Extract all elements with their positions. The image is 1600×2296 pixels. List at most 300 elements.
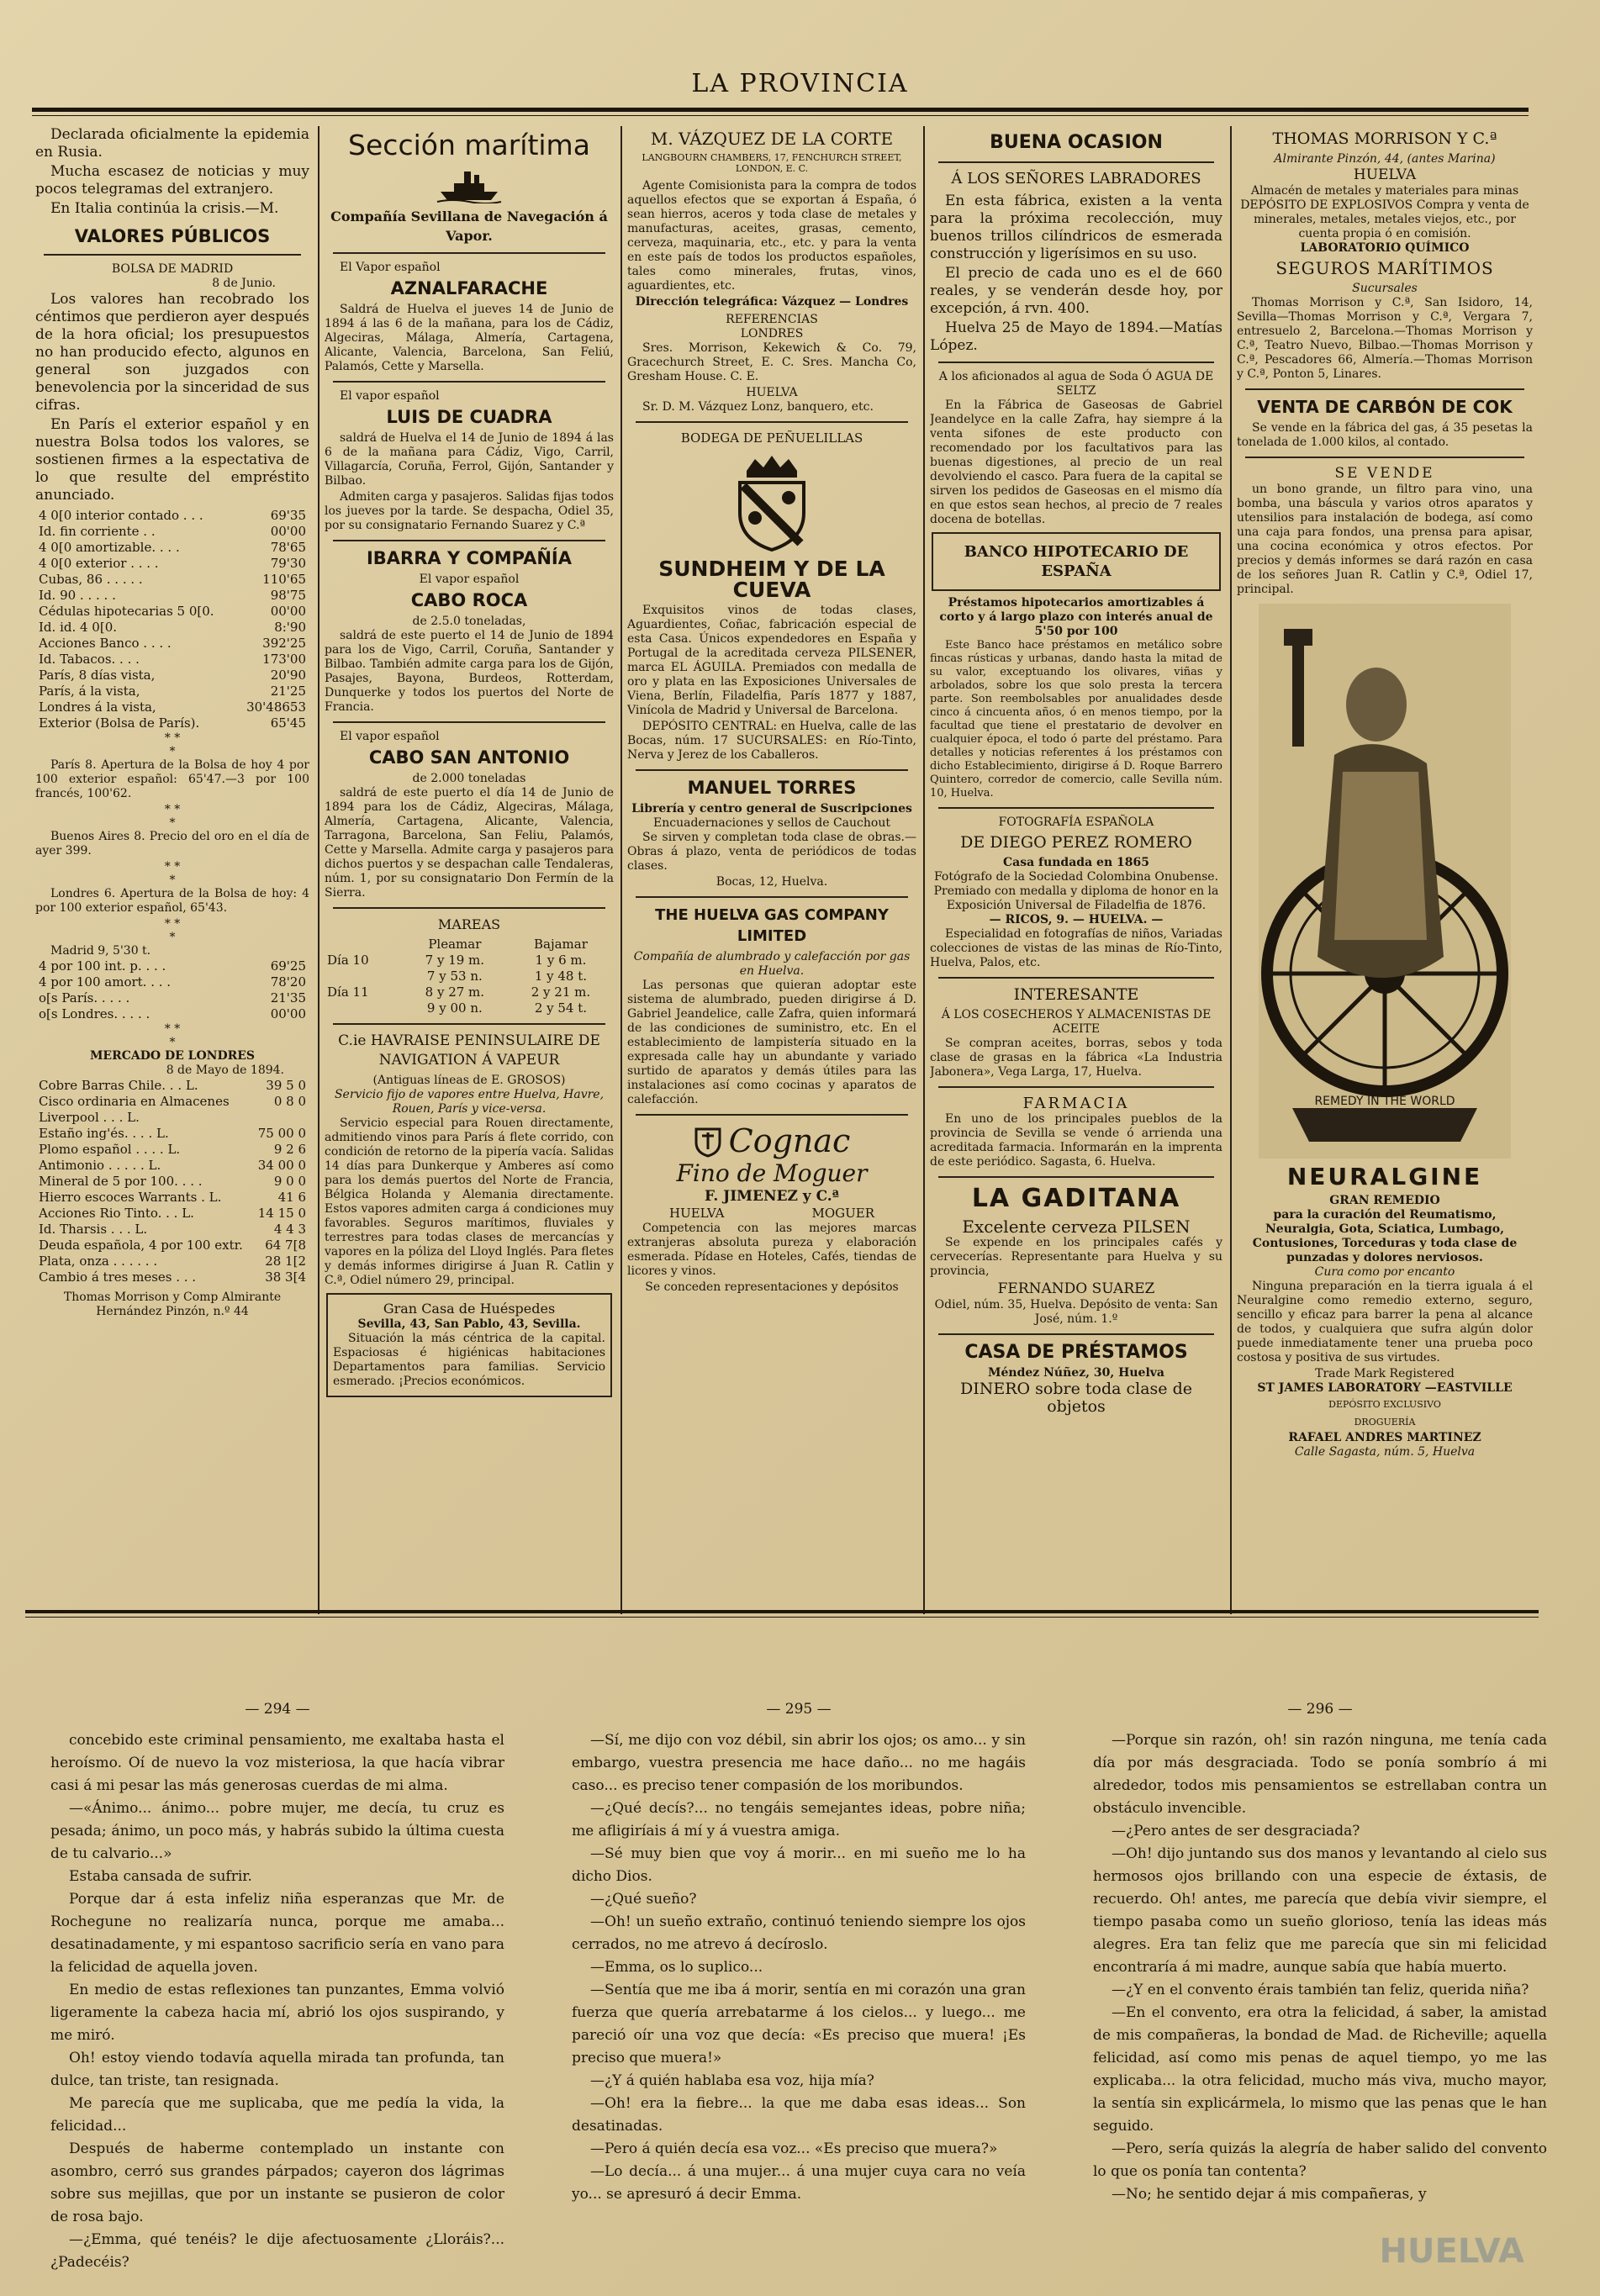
column-maritime [325, 126, 614, 1606]
quote-label: París, 8 días vista, [39, 668, 156, 683]
quote-label: Cambio á tres meses . . . [39, 1269, 197, 1285]
quote-value: 64 7[8 [265, 1238, 306, 1253]
feuilleton-paragraph: concebido este criminal pensamiento, me exaltaba hasta el heroísmo. Oí de nuevo la voz misteriosa, la que hacía vibrar casi á mi pesar las más generosas cuerdas de mi alma. [50, 1732, 504, 1794]
column-divider [1230, 126, 1232, 1614]
divider [938, 1333, 1214, 1335]
ad-title: MANUEL TORRES [687, 778, 857, 798]
ad-text: Ninguna preparación en la tierra iguala á el Neuralgine como remedio externo, seguro, sencillo y eficaz para barrer la pena al alcance de todos, y cualquiera que sufra algún dolor puede inmediatamente tener una prueba poco costosa y positiva de sus virtudes. [1237, 1280, 1533, 1364]
tide-row [325, 969, 614, 984]
ad-title: INTERESANTE [1013, 985, 1139, 1004]
divider [333, 1023, 605, 1025]
tide-time: 1 y 6 m. [535, 953, 587, 968]
ad-text: El precio de cada uno es el de 660 reales, y se venderán desde hoy, por excepción, á rvn. 400. [930, 265, 1222, 317]
divider [333, 721, 605, 723]
company-service: Servicio fijo de vapores entre Huelva, Havre, Rouen, París y vice-versa. [334, 1088, 605, 1116]
dateline: Madrid 9, 5'30 t. [50, 944, 151, 958]
ad-text: Competencia con las mejores marcas extranjeras absoluta pureza y elaboración esmerada. Pídase en Hoteles, Cafés, tiendas de licores y vinos. [627, 1222, 916, 1278]
company-name: C.ie HAVRAISE PENINSULAIRE DE NAVIGATION Á VAPEUR [338, 1032, 600, 1069]
quote-row [35, 699, 309, 715]
feuilleton-text [572, 1729, 1026, 2206]
company-name: IBARRA Y COMPAÑÍA [366, 548, 572, 568]
ad-text: Agente Comisionista para la compra de todos aquellos efectos que se exportan á España, ó sean hierros, aceros y toda clase de metales y manufacturas, aceites, grasas, cemento, cerveza, maquinaria, etc., etc. y para la venta en este país de todos los productos españoles, tales como minerales, frutas, vinos, aguardientes, etc. [627, 179, 916, 293]
quote-row [35, 990, 309, 1006]
quote-row [35, 572, 309, 588]
feuilleton-paragraph: —«Ánimo... ánimo... pobre mujer, me decía, tu cruz es pesada; ánimo, un poco más, y habrás subido la última cuesta de tu calvario...» [50, 1800, 504, 1862]
divider [636, 769, 908, 771]
feuilleton-paragraph: —¿Pero antes de ser desgraciada? [1112, 1823, 1360, 1839]
tide-time: 9 y 00 n. [426, 1000, 483, 1016]
library-watermark: HUELVA [1379, 2232, 1524, 2271]
brand-logo: Cognac [728, 1122, 851, 1159]
ad-address: Bocas, 12, Huelva. [716, 875, 828, 889]
vessel-name: CABO ROCA [410, 590, 528, 610]
feuilleton-paragraph: En medio de estas reflexiones tan punzantes, Emma volvió ligeramente la cabeza hacia mí, abrió los ojos suspirando, y me miró. [50, 1982, 504, 2044]
ad-title: FOTOGRAFÍA ESPAÑOLA [998, 815, 1154, 829]
quote-row [35, 1126, 309, 1142]
quotes-table [35, 508, 309, 731]
feuilleton-paragraph: Después de haberme contemplado un instante con asombro, cerró sus grandes párpados; cayeron dos lágrimas sobre sus mejillas, que por un instante se pusieron de color de rosa bajo. [50, 2140, 504, 2225]
quote-row [35, 715, 309, 731]
quote-label: Id. fin corriente . . [39, 524, 156, 539]
ad-city: HUELVA [1353, 166, 1417, 183]
quote-label: Id. Tharsis . . . L. [39, 1222, 148, 1237]
feuilleton-text [50, 1729, 504, 2274]
masthead-rule [32, 108, 1529, 112]
quote-value: 38 3[4 [265, 1269, 306, 1285]
tide-day: Día 10 [327, 953, 369, 968]
quotes-table [35, 958, 309, 1022]
divider [44, 254, 301, 256]
masthead: LA PROVINCIA [691, 69, 909, 98]
feuilleton-paragraph: —Oh! un sueño extraño, continuó teniendo siempre los ojos cerrados, no me atrevo á decíroslo. [572, 1913, 1026, 1953]
ad-text: Se vende en la fábrica del gas, á 35 pesetas la tonelada de 1.000 kilos, al contado. [1237, 421, 1533, 449]
quote-row [35, 524, 309, 540]
quote-label: París, á la vista, [39, 684, 140, 699]
quote-label: Hierro escoces Warrants . L. [39, 1190, 222, 1205]
ad-title: BANCO HIPOTECARIO DE ESPAÑA [964, 543, 1189, 580]
ad-text: un bono grande, un filtro para vino, una bomba, una báscula y varios otros aparatos y utensilios para instalación de bodega, así como una caja para fondos, una prensa para apisar, una cocina económica y otros efectos. Por precios y demás informes se dará razón en casa de los señores Juan R. Catlin y C.ª, Odiel 17, principal. [1237, 483, 1533, 596]
section-rule [25, 1610, 1539, 1613]
asterism: * * * [164, 1022, 181, 1049]
quote-row [35, 668, 309, 684]
tide-row [325, 984, 614, 1000]
vessel-label: El Vapor español [340, 261, 441, 274]
divider [938, 161, 1214, 163]
quote-label: Exterior (Bolsa de París). [39, 715, 200, 731]
divider [938, 977, 1214, 979]
brand-locations [627, 1206, 916, 1222]
tide-time: 2 y 54 t. [534, 1000, 588, 1016]
quote-value: 28 1[2 [265, 1254, 306, 1269]
ad-title: BODEGA DE PEÑUELILLAS [680, 430, 863, 446]
quote-value: 39 5 0 [266, 1078, 306, 1093]
ad-text: para la curación del Reumatismo, Neuralgia, Gota, Sciatica, Lumbago, Contusiones, Torceduras y toda clase de punzadas y dolores nerviosos. [1252, 1208, 1518, 1264]
feuilleton-page [50, 1698, 504, 2287]
ad-subtitle: Excelente cerveza PILSEN [962, 1217, 1191, 1237]
divider [636, 421, 908, 423]
ad-address: LANGBOURN CHAMBERS, 17, FENCHURCH STREET, LONDON, E. C. [642, 152, 902, 174]
column-financial [35, 126, 309, 1606]
quote-label: Plata, onza . . . . . . [39, 1254, 158, 1269]
quote-label: Cédulas hipotecarias 5 0[0. [39, 604, 214, 619]
quote-label: Id. Tabacos. . . . [39, 652, 140, 667]
feuilleton-text [1093, 1729, 1547, 2206]
intro-line: Mucha escasez de noticias y muy pocos telegramas del extranjero. [35, 163, 309, 198]
quote-value: 65'45 [270, 715, 306, 731]
tide-day [325, 969, 402, 984]
ad-subtitle: LABORATORIO QUÍMICO [1300, 241, 1470, 255]
quote-label: Londres á la vista, [39, 699, 156, 715]
vessel-name: AZNALFARACHE [390, 278, 548, 298]
tides-title: MAREAS [437, 916, 501, 932]
quote-row [35, 1206, 309, 1222]
paragraph: En París el exterior español y en nuestra Bolsa todos los valores, se sostienen firmes a la espectativa de lo que resulte del empréstito anunciado. [35, 416, 309, 504]
quote-row [35, 1254, 309, 1269]
ad-text: Este Banco hace préstamos en metálico sobre fincas rústicas y urbanas, dando hasta la mitad de su valor, exceptuando los olivares, viñas y arbolados, sobre los que solo presta la tercera parte. Son reembolsables por anualidades desde cinco á cincuenta años, ó en menos tiempo, por la facultad que tiene el prestatario de devolver en cualquier época, el todo ó parte del préstamo. Para detalles y noticias referentes á los préstamos con dicho Establecimiento, dirigirse á D. Roque Barrero Quintero, corredor de comercio, calle Sevilla núm. 10, Huelva. [930, 639, 1222, 800]
tide-row [325, 1000, 614, 1016]
location-label: HUELVA [669, 1206, 725, 1221]
quote-row [35, 1269, 309, 1285]
ad-subtitle: Á LOS SEÑORES LABRADORES [951, 170, 1201, 187]
signoff: Thomas Morrison y Comp Almirante Hernández Pinzón, n.º 44 [63, 1291, 282, 1318]
quote-row [35, 1222, 309, 1238]
quote-row [35, 1142, 309, 1158]
feuilleton-paragraph: —¿Qué sueño? [590, 1891, 697, 1908]
vessel-details: saldrá de este puerto el 14 de Junio de 1894 para los de Vigo, Carril, Coruña, Santander y Bilbao. También admite carga para los de Gijón, Pasajes, Bayona, Burdeos, Rotterdam, Dunquerke y todos los puertos del Norte de Francia. [325, 629, 614, 714]
feuilleton-page [1093, 1698, 1547, 2287]
quote-label: Antimonio . . . . . L. [39, 1158, 161, 1173]
quote-value: 79'30 [270, 556, 306, 571]
quote-label: Id. id. 4 0[0. [39, 620, 118, 635]
ad-title: Gran Casa de Huéspedes [383, 1301, 556, 1317]
quote-value: 00'00 [270, 524, 306, 539]
quote-row [35, 1174, 309, 1190]
quote-row [35, 604, 309, 620]
quotes-table [35, 1078, 309, 1285]
ad-text: Las personas que quieran adoptar este sistema de alumbrado, pueden dirigirse á D. Gabriel Jeandelice, calle Zafra, quien informará de las condiciones de suministro, etc. En el establecimiento de lampistería situado en la expresada calle hay un abundante y variado surtido de aparatos y demás útiles para las instalaciones así como cocinas y aparatos de calefacción. [627, 979, 916, 1106]
divider [333, 252, 605, 254]
ad-title: SUNDHEIM Y DE LA CUEVA [658, 557, 885, 602]
quote-row [35, 684, 309, 699]
neuralgine-illustration [1259, 604, 1511, 1159]
references-title: REFERENCIAS [726, 313, 818, 326]
feuilleton-paragraph: —Oh! dijo juntando sus dos manos y levantando al cielo sus hermosos ojos brillando con una especie de éxtasis, de recuerdo. Oh! antes, me parecía que debía vivir siempre, el tiempo pasaba como un sueño glorioso, tenía las ideas más alegres. Era tan feliz que me parecía que sin mi felicidad encontraría á mi madre, aunque sabía que había muerto. [1093, 1845, 1547, 1976]
brand-name: F. JIMENEZ y C.ª [704, 1188, 839, 1205]
ad-text: Se compran aceites, borras, sebos y toda clase de grasas en la fábrica «La Industria Jabonera», Vega Larga, 17, Huelva. [930, 1037, 1222, 1079]
quote-value: 69'25 [270, 958, 306, 974]
references-text: Sres. Morrison, Kekewich & Co. 79, Gracechurch Street, E. C. Sres. Mancha Co, Gresham House. C. E. [627, 341, 916, 383]
subheading: MERCADO DE LONDRES [89, 1049, 256, 1063]
ad-text: DEPÓSITO CENTRAL: en Huelva, calle de las Bocas, núm. 17 SUCURSALES: en Río-Tinto, Nerva y Jerez de los Caballeros. [627, 720, 916, 762]
page-number: — 295 — [766, 1701, 832, 1718]
feuilleton-paragraph: Me parecía que me suplicaba, que me pedía la vida, la felicidad... [50, 2095, 504, 2135]
quote-row [35, 1158, 309, 1174]
quote-row [35, 636, 309, 652]
quote-value: 69'35 [270, 508, 306, 523]
ad-title: BUENA OCASION [990, 132, 1163, 153]
ad-subtitle: DEPÓSITO EXCLUSIVO [1328, 1399, 1441, 1410]
ad-title: LA GADITANA [971, 1184, 1181, 1213]
divider [333, 381, 605, 383]
asterism: * * * [164, 803, 181, 830]
feuilleton-paragraph: Oh! estoy viendo todavía aquella mirada tan profunda, tan dulce, tan triste, tan resignada. [50, 2050, 504, 2089]
quote-value: 9 2 6 [273, 1142, 306, 1157]
ad-address: — RICOS, 9. — HUELVA. — [989, 913, 1164, 926]
ad-title: DE DIEGO PEREZ ROMERO [960, 833, 1192, 852]
feuilleton-paragraph: —Sí, me dijo con voz débil, sin abrir los ojos; os amo... y sin embargo, vuestra presencia me hace daño... no me hagáis caso... es preciso tener compasión de los moribundos. [572, 1732, 1026, 1794]
trademark: Trade Mark Registered [1315, 1367, 1455, 1380]
quote-value: 0 8 0 [273, 1094, 306, 1109]
page-number: — 294 — [245, 1701, 310, 1718]
ad-address: Sevilla, 43, San Pablo, 43, Sevilla. [357, 1317, 581, 1331]
vessel-details: saldrá de este puerto el día 14 de Junio de 1894 para los de Cádiz, Algeciras, Málaga, Almería, Cartagena, Alicante, Valencia, Tarragona, Barcelona, San Feliu, Palamós, Cette y Marsella. Admite carga y pasajeros para dichos puertos y se despachan calle Tendaleras, núm. 1, por su consignatario Don Fermín de la Sierra. [325, 786, 614, 900]
divider [1245, 388, 1524, 390]
brand-logo: Fino de Moguer [676, 1159, 868, 1187]
vessel-name: LUIS DE CUADRA [386, 407, 552, 427]
divider [333, 907, 605, 909]
quote-label: 4 0[0 interior contado . . . [39, 508, 203, 523]
section-title: Sección marítima [348, 129, 590, 161]
paragraph: París 8. Apertura de la Bolsa de hoy 4 por 100 exterior español: 65'47.—3 por 100 francés, 100'62. [35, 758, 309, 800]
company-sub: (Antiguas líneas de E. GROSOS) [372, 1074, 566, 1087]
ad-title: FARMACIA [1022, 1095, 1130, 1112]
feuilleton-paragraph: —Sé muy bien que voy á morir... en mi sueño me lo ha dicho Dios. [572, 1845, 1026, 1885]
feuilleton-paragraph: —En el convento, era otra la felicidad, á saber, la amistad de mis compañeras, la bondad de Mad. de Richeville; aquella felicidad, así como mis penas de aquel tiempo, yo me las explicaba... la otra felicidad, mucho más viva, mucho mayor, la sentía sin explicármela, lo mismo que las penas que le han seguido. [1093, 2004, 1547, 2135]
ad-subtitle: Sucursales [1352, 282, 1418, 295]
references-city: HUELVA [746, 386, 798, 399]
quote-value: 78'20 [270, 974, 306, 990]
ad-subtitle: Encuadernaciones y sellos de Cauchout [653, 816, 890, 830]
quote-row [35, 958, 309, 974]
masthead-rule-thin [32, 115, 1529, 116]
quote-row [35, 1006, 309, 1022]
divider [938, 1086, 1214, 1088]
feuilleton-paragraph: —¿Qué decís?... no tengáis semejantes ideas, pobre niña; me afligiríais á mí y á vuestra amiga. [572, 1800, 1026, 1839]
ad-text: Se sirven y completan toda clase de obras.—Obras á plazo, venta de periódicos de todas clases. [627, 831, 916, 873]
company-name: Compañía Sevillana de Navegación á Vapor. [330, 208, 608, 244]
column-divider [923, 126, 925, 1614]
quote-row [35, 508, 309, 524]
crest-icon [694, 1124, 722, 1158]
tide-time: 7 y 19 m. [425, 953, 485, 968]
feuilleton-paragraph: —Lo decía... á una mujer... á una mujer cuya cara no veía yo... se apresuró á decir Emma. [572, 2163, 1026, 2203]
quote-row [35, 1238, 309, 1254]
column-commerce [627, 126, 916, 1606]
tides-table [325, 937, 614, 1016]
quote-label: Cisco ordinaria en Almacenes Liverpool . . . L. [39, 1094, 230, 1125]
divider [938, 362, 1214, 363]
ad-subtitle: GRAN REMEDIO [1329, 1194, 1440, 1207]
tide-day [325, 1000, 402, 1016]
feuilleton-paragraph: Estaba cansada de sufrir. [69, 1868, 252, 1885]
ad-title: SE VENDE [1334, 465, 1435, 482]
quote-value: 9 0 0 [273, 1174, 306, 1189]
feuilleton-paragraph: —Porque sin razón, oh! sin razón ninguna, me tenía cada día por más desgraciada. Todo se ponía sombrío á mi alrededor, todos mis pensamientos se estrellaban contra un obstáculo invencible. [1093, 1732, 1547, 1817]
quote-label: Mineral de 5 por 100. . . . [39, 1174, 203, 1189]
asterism: * * * [164, 917, 181, 944]
quote-row [35, 540, 309, 556]
quote-value: 00'00 [270, 1006, 306, 1021]
quote-value: 392'25 [262, 636, 306, 651]
feuilleton-paragraph: Porque dar á esta infeliz niña esperanzas que Mr. de Rochegune no realizaría nunca, porque me amaba... desatinadamente, y mi espantoso sacrificio sería en vano para la felicidad de aquella joven. [50, 1891, 504, 1976]
ad-text: Especialidad en fotografías de niños, Variadas colecciones de vistas de las minas de Río-Tinto, Huelva, Palos, etc. [930, 927, 1222, 969]
ad-subtitle: ST JAMES LABORATORY —EASTVILLE [1257, 1381, 1513, 1395]
tide-row [325, 953, 614, 969]
steamship-icon [436, 168, 503, 203]
section-rule-thin [25, 1617, 1539, 1618]
vessel-label: El vapor español [419, 573, 520, 586]
feuilleton-paragraph: —No; he sentido dejar á mis compañeras, y [1112, 2186, 1427, 2203]
quote-row [35, 652, 309, 668]
quote-value: 14 15 0 [257, 1206, 306, 1221]
divider [938, 807, 1214, 809]
vessel-details: saldrá de Huelva el 14 de Junio de 1894 á las 6 de la mañana para Cádiz, Vigo, Carril, Villagarcía, Coruña, Ferrol, Gijón, Santander y Bilbao. [325, 431, 614, 488]
ad-text: En esta fábrica, existen a la venta para la próxima recolección, muy buenos trillos cilíndricos de esmerada construcción y ligerísimos en su uso. [930, 193, 1222, 262]
paragraph: Buenos Aires 8. Precio del oro en el día de ayer 399. [35, 830, 309, 858]
ad-text: En uno de los principales pueblos de la provincia de Sevilla se vende ó arrienda una acreditada farmacia. Informarán en la imprenta de este periódico. Sagasta, 6. Huelva. [930, 1112, 1222, 1169]
divider [333, 540, 605, 541]
quote-value: 21'35 [270, 990, 306, 1005]
ad-subtitle: Librería y centro general de Suscripciones [631, 802, 912, 815]
feuilleton-paragraph: —Sentía que me iba á morir, sentía en mi corazón una gran fuerza que quería arrebatarme á los cielos... y luego... me pareció oír una voz que decía: «Es preciso que muera! ¡Es preciso que muera!» [572, 1982, 1026, 2066]
page-number: — 296 — [1287, 1701, 1353, 1718]
divider [938, 1176, 1214, 1178]
quote-label: Cubas, 86 . . . . . [39, 572, 143, 587]
paragraph: Londres 6. Apertura de la Bolsa de hoy: 4 por 100 exterior español, 65'43. [35, 887, 309, 915]
ad-subtitle: DROGUERÍA [1354, 1417, 1416, 1428]
ad-subtitle: Casa fundada en 1865 [1003, 856, 1149, 869]
ad-text: Fotógrafo de la Sociedad Colombina Onubense. Premiado con medalla y diploma de honor en la Exposición Universal de Filadelfia de 1876. [933, 870, 1219, 912]
ad-subtitle: Á LOS COSECHEROS Y ALMACENISTAS DE ACEITE [941, 1008, 1212, 1036]
ad-name: RAFAEL ANDRES MARTINEZ [1288, 1431, 1481, 1444]
quote-value: 00'00 [270, 604, 306, 619]
quote-label: Id. 90 . . . . . [39, 588, 116, 603]
tide-time: 7 y 53 n. [426, 969, 483, 984]
ad-subtitle: Cura como por encanto [1314, 1265, 1455, 1279]
quote-label: 4 por 100 amort. . . . [39, 974, 172, 990]
location-label: MOGUER [811, 1206, 874, 1221]
subheading: BOLSA DE MADRID [111, 262, 234, 276]
column-divider [318, 126, 319, 1614]
feuilleton-paragraph: —Oh! era la fiebre... la que me daba esas ideas... Son desatinadas. [572, 2095, 1026, 2135]
quote-value: 75 00 0 [257, 1126, 306, 1141]
quote-label: Cobre Barras Chile. . . L. [39, 1078, 198, 1093]
vessel-label: El vapor español [340, 730, 440, 743]
ad-title: CASA DE PRÉSTAMOS [964, 1342, 1188, 1363]
vessel-details: Saldrá de Huelva el jueves 14 de Junio de 1894 á las 6 de la mañana, para los de Cádiz, Algeciras, Málaga, Almería, Cartagena, Alicante, Valencia, Barcelona, San Feliú, Palamós, Cette y Marsella. [325, 303, 614, 373]
intro-line: En Italia continúa la crisis.—M. [50, 200, 279, 217]
ad-title: THOMAS MORRISON Y C.ª [1272, 129, 1497, 148]
ad-text: Se expende en los principales cafés y cervecerías. Representante para Huelva y su provincia, [930, 1236, 1222, 1278]
ad-address: Odiel, núm. 35, Huelva. Depósito de venta: San José, núm. 1.º [934, 1298, 1218, 1326]
ad-text: Huelva 25 de Mayo de 1894.—Matías López. [930, 319, 1222, 354]
ad-title: NEURALGINE [1286, 1163, 1483, 1190]
quote-label: Estaño ing'és. . . . L. [39, 1126, 169, 1141]
quote-row [35, 974, 309, 990]
feuilleton-paragraph: —¿Y á quién hablaba esa voz, hija mía? [590, 2072, 874, 2089]
ad-title: THE HUELVA GAS COMPANY LIMITED [655, 906, 889, 945]
quote-label: Acciones Rio Tinto. . . L. [39, 1206, 194, 1221]
quote-value: 41 6 [277, 1190, 306, 1205]
feuilleton-paragraph: —¿Y en el convento érais también tan feliz, querida niña? [1112, 1982, 1529, 1998]
ad-text: En la Fábrica de Gaseosas de Gabriel Jeandelyce en la calle Zafra, hay siempre á la venta sifones de este producto con recomendado por los facultativos para las buenas digestiones, al precio de un real devolviendo el casco. Para fuera de la capital se sirven los pedidos de Gaseosas en el mismo día en que estos sean hechos, al precio de 7 reales docena de botellas. [930, 399, 1222, 526]
quote-row [35, 1190, 309, 1206]
illustration-caption: REMEDY IN THE WORLD [1314, 1095, 1455, 1108]
tide-time: 8 y 27 m. [425, 984, 485, 1000]
ad-title: VENTA DE CARBÓN DE COK [1257, 397, 1513, 417]
dateline: 8 de Mayo de 1894. [166, 1064, 284, 1077]
quote-value: 30'48653 [246, 699, 306, 715]
quote-row [35, 1078, 309, 1094]
asterism: * * * [164, 731, 181, 758]
quote-value: 20'90 [270, 668, 306, 683]
quote-label: Plomo español . . . . L. [39, 1142, 181, 1157]
section-title: VALORES PÚBLICOS [74, 226, 271, 246]
vessel-details: Admiten carga y pasajeros. Salidas fijas todos los jueves por la tarde. Se despacha, Odiel 35, por su consignatario Fernando Suarez y C.ª [325, 490, 614, 532]
ad-text: DINERO sobre toda clase de objetos [960, 1380, 1192, 1416]
feuilleton-paragraph: —Pero, sería quizás la alegría de haber salido del convento lo que os ponía tan contenta? [1093, 2140, 1547, 2180]
references-text: Sr. D. M. Vázquez Lonz, banquero, etc. [642, 400, 874, 414]
tide-day: Día 11 [327, 984, 369, 1000]
asterism: * * * [164, 860, 181, 887]
quote-label: o[s Londres. . . . . [39, 1006, 150, 1021]
ad-footer: Se conceden representaciones y depósitos [645, 1280, 899, 1294]
ad-address: Calle Sagasta, núm. 5, Huelva [1294, 1445, 1476, 1459]
ad-text: Exquisitos vinos de todas clases, Aguardientes, Coñac, fabricación especial de esta Casa. Únicos expendedores en España y Portugal de la acreditada cerveza PILSENER, marca EL ÁGUILA. Premiados con medalla de oro y plata en las Exposiciones Universales de Viena, Berlín, Filadelfia, París 1877 y 1887, Vinícola de Madrid y Universal de Barcelona. [627, 604, 916, 717]
ad-title: M. VÁZQUEZ DE LA CORTE [650, 129, 894, 149]
ad-subtitle: Préstamos hipotecarios amortizables á corto y á largo plazo con interés anual de 5'50 por 100 [939, 596, 1213, 638]
quote-label: 4 0[0 exterior . . . . [39, 556, 159, 571]
intro-line: Declarada oficialmente la epidemia en Rusia. [35, 126, 309, 161]
quote-row [35, 556, 309, 572]
quote-value: 78'65 [270, 540, 306, 555]
tide-time: 1 y 48 t. [534, 969, 588, 984]
divider [1245, 457, 1524, 458]
vessel-tonnage: de 2.000 toneladas [412, 772, 526, 785]
quote-label: 4 0[0 amortizable. . . . [39, 540, 180, 555]
dateline: 8 de Junio. [212, 277, 276, 290]
tides-header: Pleamar [428, 937, 482, 952]
feuilleton-paragraph: —Emma, os lo suplico... [590, 1959, 763, 1976]
quote-value: 8:'90 [274, 620, 306, 635]
quote-label: 4 por 100 int. p. . . . [39, 958, 166, 974]
ad-subtitle: Compañía de alumbrado y calefacción por gas en Huelva. [633, 950, 911, 978]
vessel-label: El vapor español [340, 389, 440, 403]
ad-title: SEGUROS MARÍTIMOS [1275, 258, 1494, 278]
divider [636, 1114, 908, 1116]
quote-row [35, 620, 309, 636]
quote-label: o[s París. . . . . [39, 990, 130, 1005]
tides-header: Bajamar [533, 937, 588, 952]
quote-row [35, 1094, 309, 1126]
column-ads [930, 126, 1222, 1606]
quote-label: Acciones Banco . . . . [39, 636, 172, 651]
quote-value: 4 4 3 [273, 1222, 306, 1237]
ad-name: FERNANDO SUAREZ [997, 1280, 1155, 1297]
ad-text: Almacén de metales y materiales para minas DEPÓSITO DE EXPLOSIVOS Compra y venta de minerales, metales, metales viejos, etc., por cuenta propia ó en comisión. [1240, 184, 1529, 240]
ad-text: Situación la más céntrica de la capital. Espaciosas é higiénicas habitaciones Departamentos para familias. Servicio esmerado. ¡Precios económicos. [333, 1332, 605, 1388]
quote-value: 98'75 [270, 588, 306, 603]
ad-box [326, 1293, 612, 1397]
ad-text: Thomas Morrison y C.ª, San Isidoro, 14, Sevilla—Thomas Morrison y C.ª, Vergara 7, entresuelo 2, Barcelona.—Thomas Morrison y C.ª, Teatro Nuevo, Bilbao.—Thomas Morrison y C.ª, Pescadores 66, Almería.—Thomas Morrison y C.ª, Ponton 5, Linares. [1237, 296, 1533, 381]
ad-address: Almirante Pinzón, 44, (antes Marina) [1274, 152, 1496, 166]
quote-value: 173'00 [262, 652, 306, 667]
column-divider [620, 126, 622, 1614]
paragraph: Los valores han recobrado los céntimos que perdieron ayer después de la hora oficial; los presupuestos no han producido efecto, algunos en general son juzgados con benevolencia por la sinceridad de sus cifras. [35, 291, 309, 414]
quote-value: 34 00 0 [257, 1158, 306, 1173]
quote-label: Deuda española, 4 por 100 extr. [39, 1238, 243, 1253]
references-city: LONDRES [740, 327, 804, 340]
